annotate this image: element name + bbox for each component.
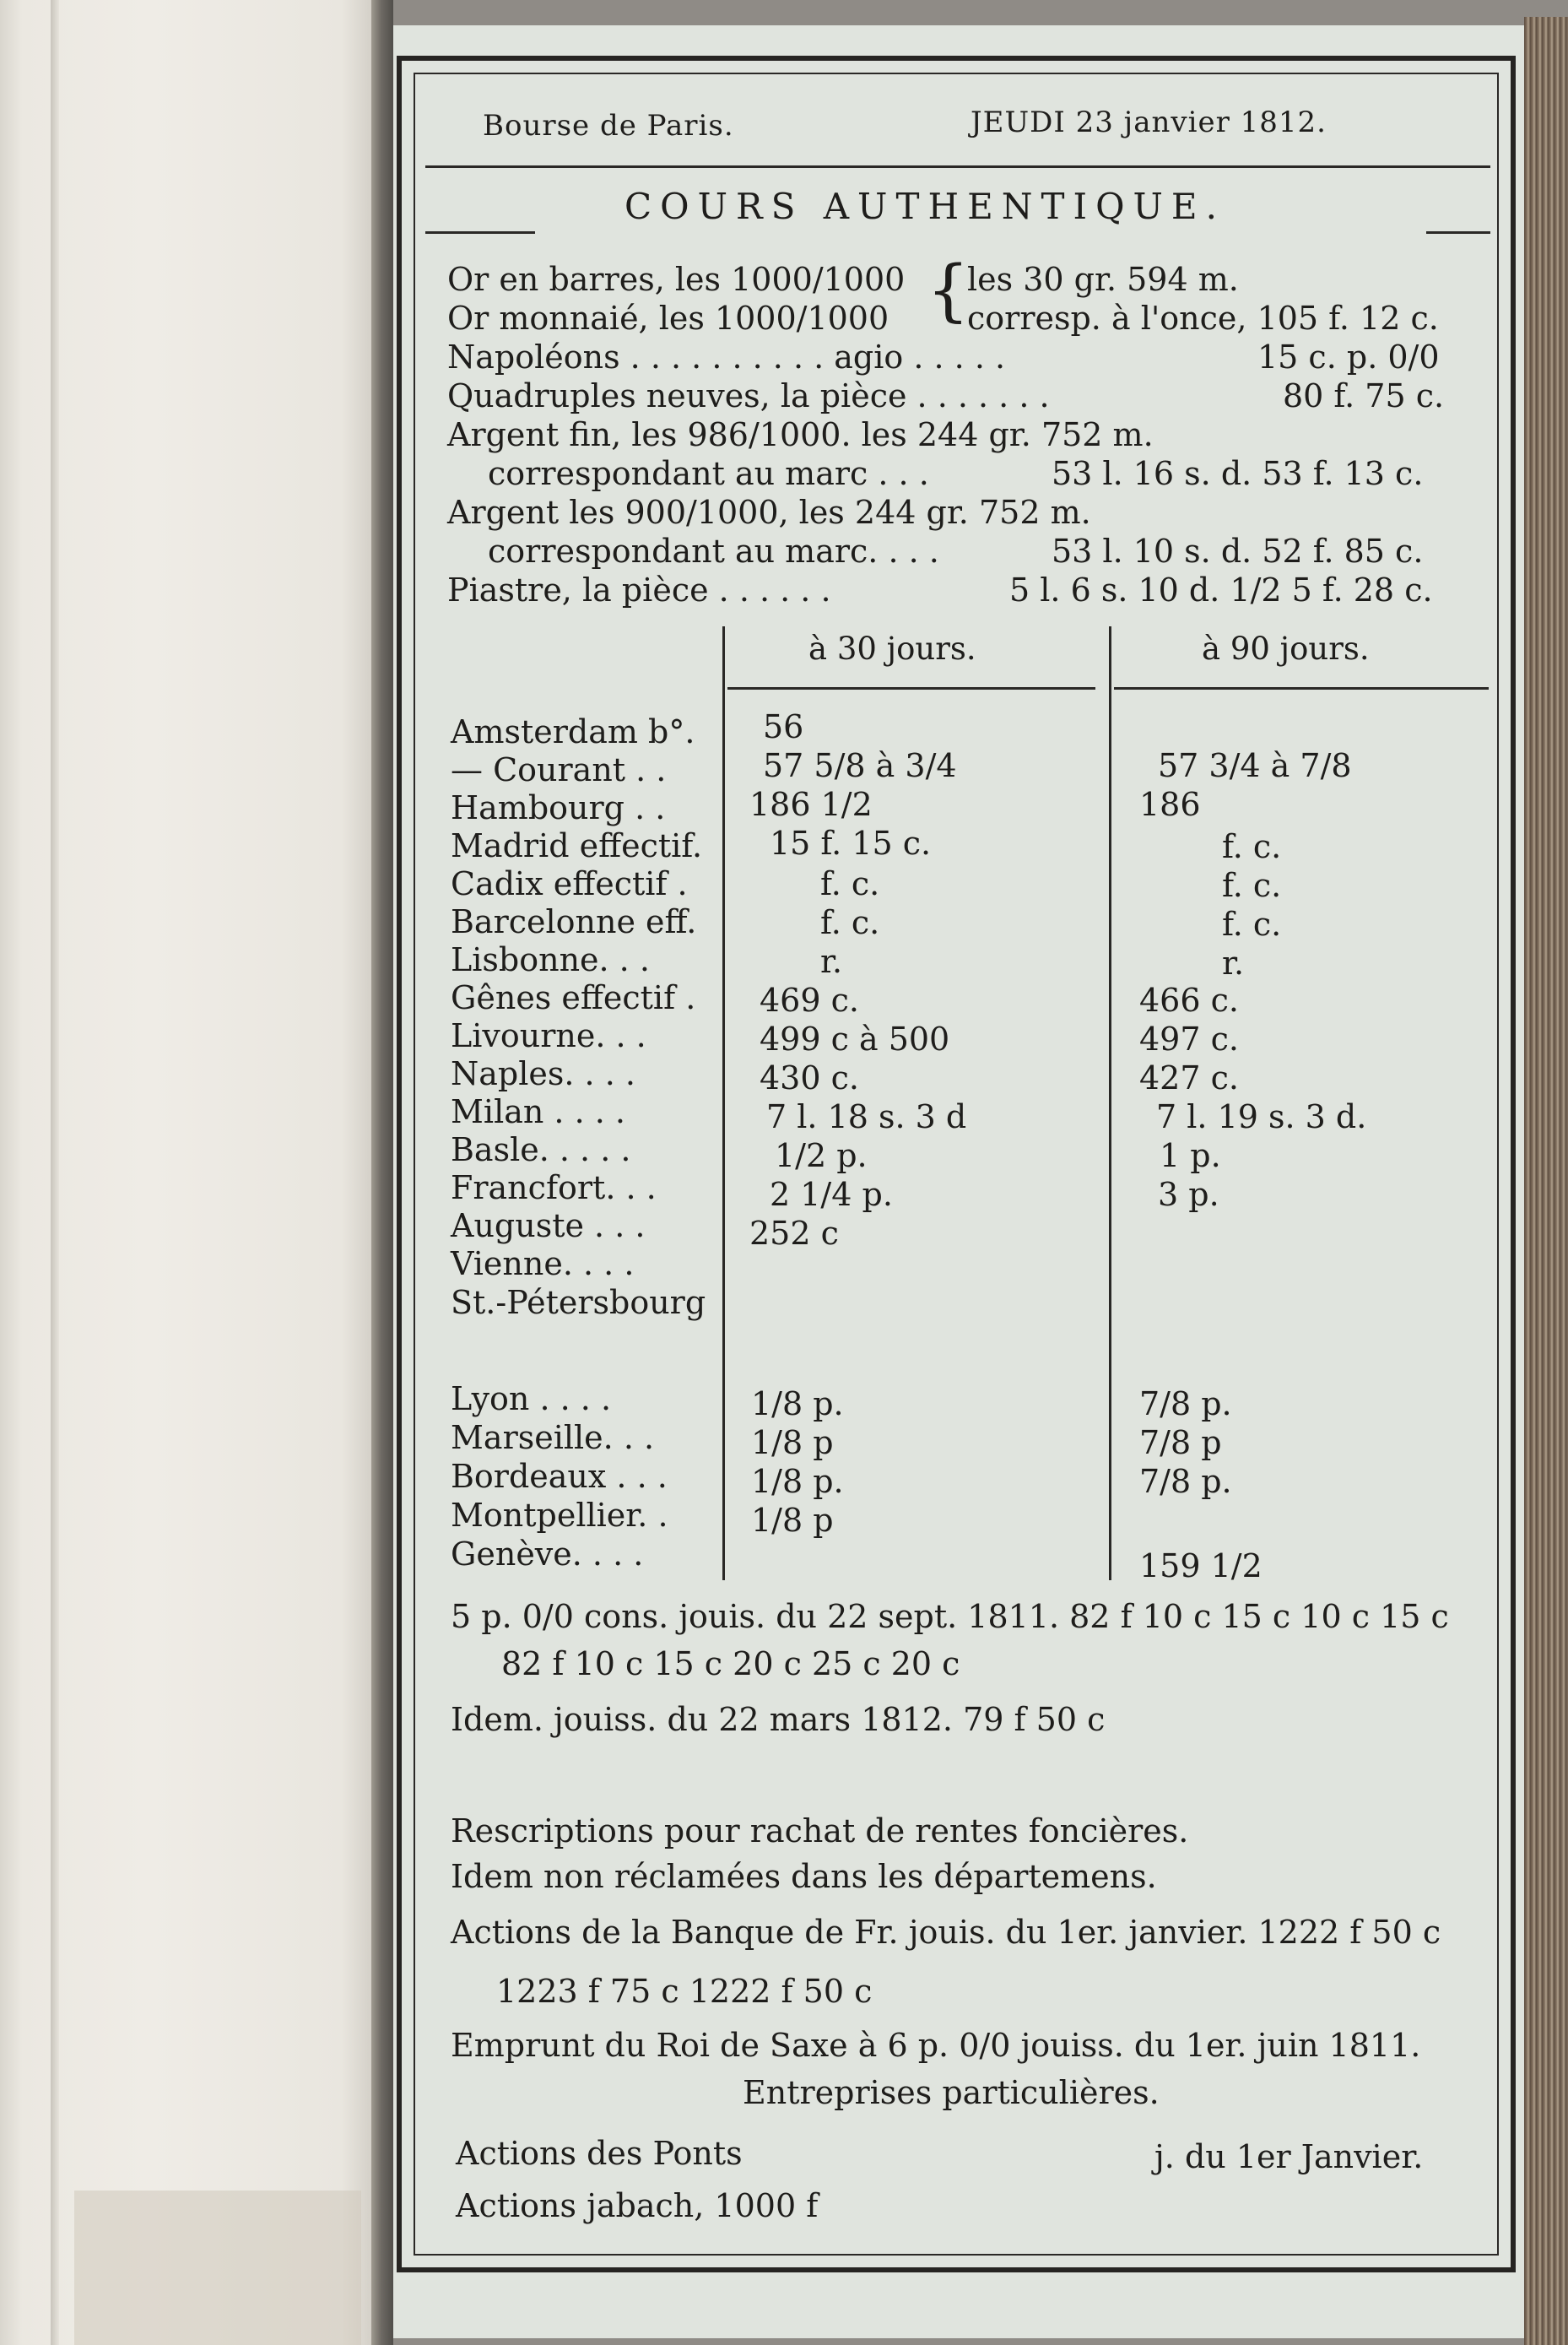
left-page (0, 0, 371, 2345)
metal-value: 53 l. 10 s. d. 52 f. 85 c. (1052, 533, 1424, 570)
rate-30: 2 1/4 p. (770, 1176, 893, 1213)
metal-row: correspondant au marc. . . . (488, 533, 939, 570)
rate-30: 1/2 p. (775, 1137, 868, 1174)
metal-row: Piastre, la pièce . . . . . . (447, 571, 831, 609)
header-rule (425, 165, 1490, 168)
exchange-city: Basle. . . . . (451, 1131, 631, 1168)
rate-30: f. c. (820, 865, 880, 902)
rate-90: f. c. (1222, 906, 1282, 943)
rate-30: f. c. (820, 904, 880, 941)
rate-30: 7 l. 18 s. 3 d (766, 1098, 967, 1135)
metal-row: Quadruples neuves, la pièce . . . . . . . (447, 377, 1050, 414)
rate-90: 57 3/4 à 7/8 (1158, 747, 1352, 784)
rente-line: Emprunt du Roi de Saxe à 6 p. 0/0 jouiss. du 1er. juin 1811. (451, 2027, 1421, 2064)
rate-90: r. (1222, 945, 1245, 982)
rate-30: 1/8 p. (751, 1385, 844, 1422)
rate-90: 186 (1139, 786, 1201, 823)
brace-mark: { (927, 251, 970, 329)
rate-30: 15 f. 15 c. (770, 825, 932, 862)
domestic-city: Marseille. . . (451, 1419, 655, 1456)
exchange-city: Livourne. . . (451, 1017, 646, 1054)
jabach-line: Actions jabach, 1000 f (456, 2187, 819, 2224)
rate-30: 469 c. (760, 982, 859, 1019)
exchange-city: Lisbonne. . . (451, 941, 650, 978)
rate-30: 56 (763, 708, 804, 745)
rate-30: 1/8 p (751, 1424, 834, 1461)
metal-row: correspondant au marc . . . (488, 455, 929, 492)
rate-30: 57 5/8 à 3/4 (763, 747, 957, 784)
page-fold (51, 0, 59, 2345)
rate-90: f. c. (1222, 867, 1282, 904)
rate-30: 430 c. (760, 1059, 859, 1097)
rate-90: 3 p. (1158, 1176, 1219, 1213)
rente-line: 82 f 10 c 15 c 20 c 25 c 20 c (501, 1645, 960, 1682)
exchange-city: St.-Pétersbourg (451, 1284, 706, 1321)
rate-90: 159 1/2 (1139, 1547, 1263, 1584)
title-rule-right (1426, 231, 1490, 234)
title-rule-left (425, 231, 535, 234)
exchange-city: Francfort. . . (451, 1169, 657, 1206)
metal-value: 5 l. 6 s. 10 d. 1/2 5 f. 28 c. (1009, 571, 1433, 609)
exchange-city: Barcelonne eff. (451, 903, 697, 940)
rate-90: 427 c. (1139, 1059, 1239, 1097)
book-gutter (371, 0, 393, 2345)
metal-value: corresp. à l'once, 105 f. 12 c. (967, 300, 1439, 337)
exchange-city: Madrid effectif. (451, 827, 703, 864)
rate-90: 7/8 p (1139, 1424, 1222, 1461)
metal-value: les 30 gr. 594 m. (967, 261, 1239, 298)
rente-line: Rescriptions pour rachat de rentes foncières. (451, 1812, 1189, 1849)
domestic-city: Genève. . . . (451, 1535, 644, 1573)
exchange-city: Vienne. . . . (451, 1245, 635, 1282)
exchange-city: Auguste . . . (451, 1207, 646, 1244)
metal-value: 15 c. p. 0/0 (1257, 338, 1440, 376)
section-heading: Entreprises particulières. (743, 2074, 1160, 2111)
column-rule-90 (1114, 687, 1489, 690)
col-divider-left (722, 626, 725, 1580)
exchange-city: — Courant . . (451, 751, 667, 788)
rate-90: 7/8 p. (1139, 1463, 1232, 1500)
rate-30: 252 c (749, 1215, 839, 1252)
rate-90: 7/8 p. (1139, 1385, 1232, 1422)
rate-30: r. (820, 943, 843, 980)
domestic-city: Lyon . . . . (451, 1380, 612, 1417)
column-header-90: à 90 jours. (1202, 631, 1370, 667)
domestic-city: Bordeaux . . . (451, 1458, 668, 1495)
rente-line: Actions de la Banque de Fr. jouis. du 1er. janvier. 1222 f 50 c (451, 1914, 1441, 1951)
page-edges (1524, 17, 1568, 2345)
column-header-30: à 30 jours. (808, 631, 976, 667)
metal-value: 80 f. 75 c. (1283, 377, 1445, 414)
metal-row: Argent les 900/1000, les 244 gr. 752 m. (447, 494, 1091, 531)
rate-90: 1 p. (1160, 1137, 1221, 1174)
exchange-city: Naples. . . . (451, 1055, 635, 1092)
bourse-label: Bourse de Paris. (483, 109, 734, 143)
rate-90: 466 c. (1139, 982, 1239, 1019)
page-stain (74, 2191, 361, 2345)
rate-30: 1/8 p. (751, 1463, 844, 1500)
metal-row: Argent fin, les 986/1000. les 244 gr. 752 m. (447, 416, 1154, 453)
exchange-city: Amsterdam b°. (451, 713, 695, 750)
exchange-city: Hambourg . . (451, 789, 666, 826)
page-title: COURS AUTHENTIQUE. (624, 186, 1225, 227)
column-rule-30 (727, 687, 1095, 690)
rate-30: 1/8 p (751, 1502, 834, 1539)
metal-row: Or en barres, les 1000/1000 (447, 261, 906, 298)
ponts-label: Actions des Ponts (456, 2135, 743, 2172)
rente-line: 5 p. 0/0 cons. jouis. du 22 sept. 1811. 82 f 10 c 15 c 10 c 15 c (451, 1598, 1449, 1635)
metal-row: Or monnaié, les 1000/1000 (447, 300, 889, 337)
col-divider-right (1109, 626, 1111, 1580)
rate-90: 7 l. 19 s. 3 d. (1156, 1098, 1367, 1135)
rate-30: 186 1/2 (749, 786, 873, 823)
rente-line: 1223 f 75 c 1222 f 50 c (496, 1973, 873, 2010)
rate-90: f. c. (1222, 828, 1282, 865)
metal-row: Napoléons . . . . . . . . . . agio . . . . . (447, 338, 1006, 376)
metal-value: 53 l. 16 s. d. 53 f. 13 c. (1052, 455, 1424, 492)
exchange-city: Gênes effectif . (451, 979, 696, 1016)
rate-90: 497 c. (1139, 1021, 1239, 1058)
domestic-city: Montpellier. . (451, 1497, 668, 1534)
exchange-city: Cadix effectif . (451, 865, 688, 902)
rente-line: Idem. jouiss. du 22 mars 1812. 79 f 50 c (451, 1701, 1106, 1738)
date-label: JEUDI 23 janvier 1812. (971, 106, 1327, 139)
rate-30: 499 c à 500 (760, 1021, 950, 1058)
rente-line: Idem non réclamées dans les départemens. (451, 1858, 1157, 1895)
exchange-city: Milan . . . . (451, 1093, 625, 1130)
ponts-date: j. du 1er Janvier. (1154, 2138, 1424, 2175)
